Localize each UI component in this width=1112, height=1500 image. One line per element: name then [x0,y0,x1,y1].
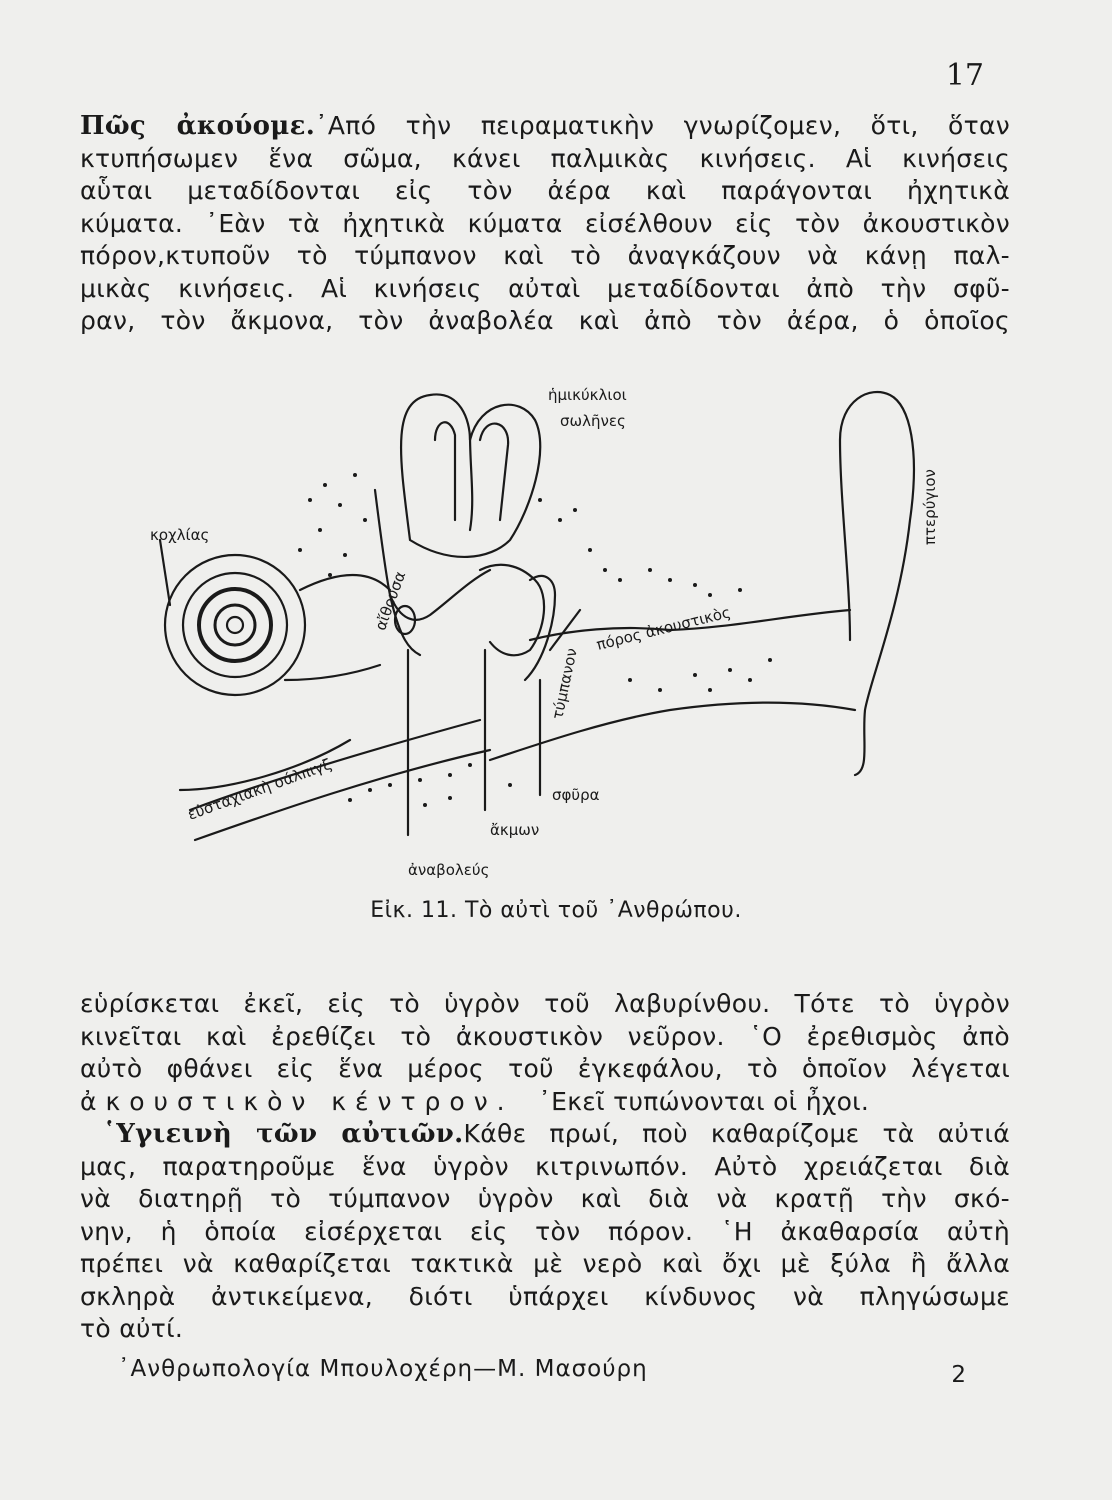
text-line: ἀκουστικὸν κέντρον. ᾿Εκεῖ τυπώνονται οἱ ἦχοι. [80,1086,870,1116]
text-line: πόρον,κτυποῦν τὸ τύμπανον καὶ τὸ ἀναγκάζουν νὰ κάνῃ παλ- [80,241,1010,270]
label-eustachian-tube: εὐσταχιακὴ σάλπιγξ [185,755,334,824]
figure-caption: Εἰκ. 11. Τὸ αὐτὶ τοῦ ᾿Ανθρώπου. [370,898,742,923]
label-hammer: σφῦρα [552,786,600,804]
paragraph-how-we-hear [80,110,1010,338]
page-number: 17 [945,58,984,93]
text-line: σκληρὰ ἀντικείμενα, διότι ὑπάρχει κίνδυνος νὰ πληγώσωμε [80,1281,1010,1311]
text-line: μας, παρατηροῦμε ἕνα ὑγρὸν κιτρινωπόν. Αὐτὸ χρειάζεται διὰ [80,1151,1010,1181]
section-heading-ear-hygiene: ῾Υγιεινὴ τῶν αὐτιῶν. [103,1119,464,1149]
text-line: κινεῖται καὶ ἐρεθίζει τὸ ἀκουστικὸν νεῦρον. ῾Ο ἐρεθισμὸς ἀπὸ [80,1021,1010,1051]
footer-book-title: ᾿Ανθρωπολογία Μπουλοχέρη—Μ. Μασούρη [118,1356,648,1382]
text-line: ῾Υγιεινὴ τῶν αὐτιῶν.Κάθε πρωί, ποὺ καθαρίζομε τὰ αὐτιά [103,1119,1011,1149]
text-line: κύματα. ᾿Εὰν τὰ ἠχητικὰ κύματα εἰσέλθουν εἰς τὸν ἀκουστικὸν [80,208,1010,238]
text-line: κτυπήσωμεν ἕνα σῶμα, κάνει παλμικὰς κινήσεις. Αἱ κινήσεις [80,143,1010,173]
label-anvil: ἄκμων [490,821,540,839]
spaced-term: ἀκουστικὸν κέντρον. [80,1086,514,1116]
cochlea-spiral [165,555,305,695]
ear-diagram-drawing [150,380,940,890]
label-semicircular-canals-2: σωλῆνες [560,412,626,430]
label-cochlea: κοχλίας [150,526,210,544]
label-eardrum: τύμπανον [548,646,581,721]
text-line: Πῶς ἀκούομε.᾿Από τὴν πειραματικὴν γνωρίζομεν, ὅτι, ὅταν [80,111,1010,141]
section-heading-how-we-hear: Πῶς ἀκούομε. [80,111,316,141]
label-ear-canal: πόρος ἀκουστικὸς [594,603,733,654]
text-line: πρέπει νὰ καθαρίζεται τακτικὰ μὲ νερὸ καὶ ὄχι μὲ ξύλα ἢ ἄλλα [80,1249,1010,1278]
ear-canal-outline-lower [490,703,855,761]
text-line: νὰ διατηρῇ τὸ τύμπανον ὑγρὸν καὶ διὰ νὰ κρατῇ τὴν σκό- [80,1184,1010,1213]
label-pinna: πτερύγιον [921,469,939,545]
text-line: νην, ἡ ὁποία εἰσέρχεται εἰς τὸν πόρον. ῾Η ἀκαθαρσία αὐτὴ [80,1216,1010,1246]
label-vestibule: αἴθουσα [371,568,410,633]
text-line: αὗται μεταδίδονται εἰς τὸν ἀέρα καὶ παράγονται ἠχητικὰ [80,176,1010,205]
text-line: μικὰς κινήσεις. Αἱ κινήσεις αὐταὶ μεταδίδονται ἀπὸ τὴν σφῦ- [80,273,1010,303]
text-line: αὐτὸ φθάνει εἰς ἕνα μέρος τοῦ ἐγκεφάλου, τὸ ὁποῖον λέγεται [80,1054,1010,1083]
label-stirrup: ἀναβολεύς [408,861,490,879]
ear-diagram [150,380,940,890]
pinna-outline [840,392,914,775]
paragraph-ear-hygiene [80,988,1010,1346]
label-semicircular-canals: ἡμικύκλιοι [548,386,627,404]
text-line: τὸ αὐτί. [80,1314,184,1343]
text-line: ραν, τὸν ἄκμονα, τὸν ἀναβολέα καὶ ἀπὸ τὸν ἀέρα, ὁ ὁποῖος [80,306,1010,335]
sheet-signature: 2 [951,1362,966,1388]
text-line: εὑρίσκεται ἐκεῖ, εἰς τὸ ὑγρὸν τοῦ λαβυρίνθου. Τότε τὸ ὑγρὸν [80,989,1010,1018]
